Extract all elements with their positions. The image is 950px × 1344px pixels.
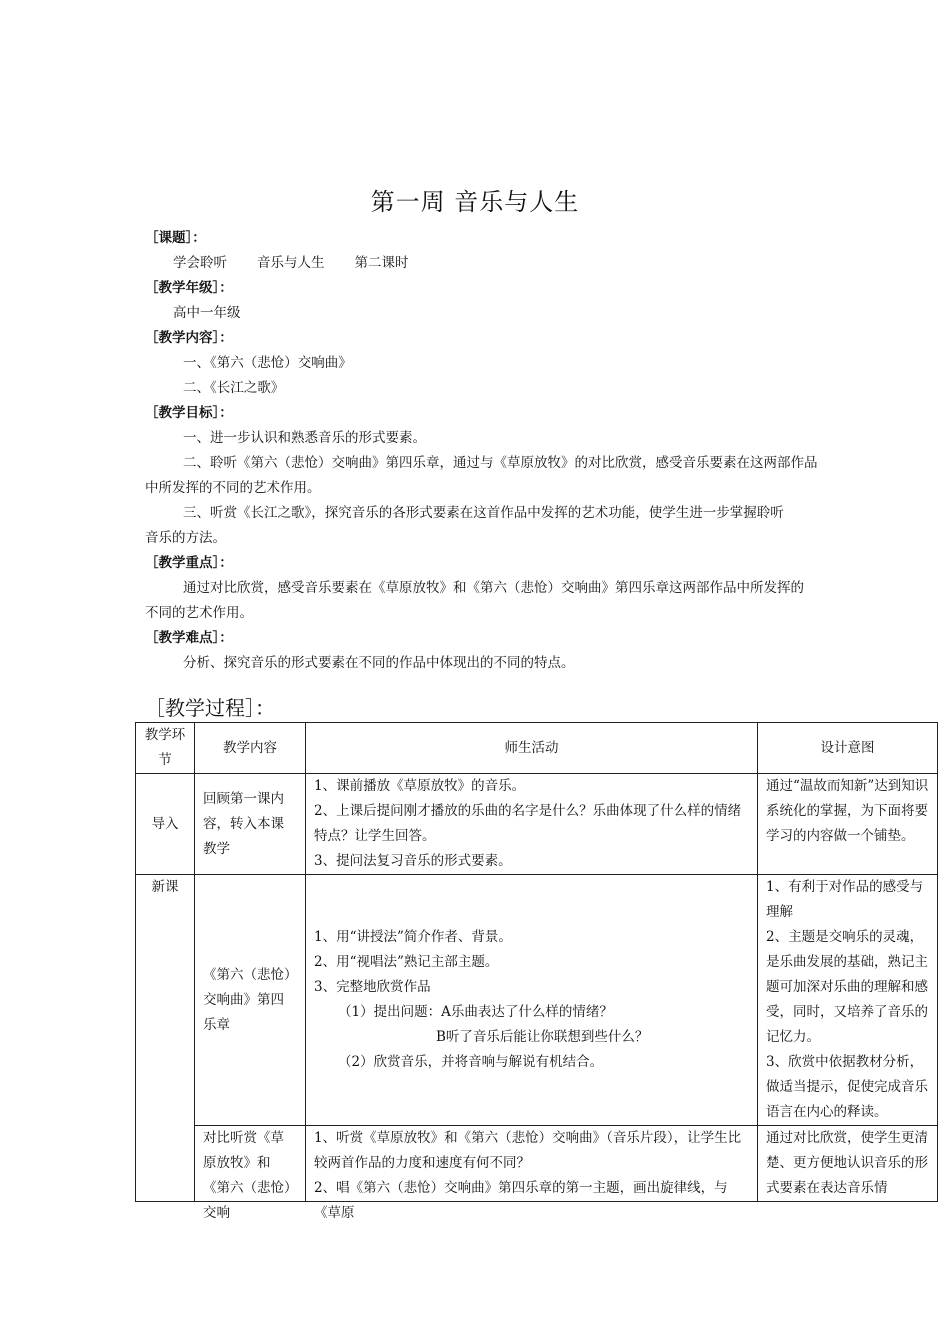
difficulty-text: 分析、探究音乐的形式要素在不同的作品中体现出的不同的特点。 bbox=[183, 655, 575, 671]
activity-line: B听了音乐后能让你联想到些什么？ bbox=[436, 1029, 649, 1045]
header-stage: 教学环节 bbox=[136, 723, 195, 774]
activity-line: （2）欣赏音乐，并将音响与解说有机结合。 bbox=[338, 1054, 604, 1070]
goal-line: 二、聆听《第六（悲怆）交响曲》第四乐章，通过与《草原放牧》的对比欣赏，感受音乐要素在这两部作品 bbox=[183, 455, 818, 471]
topic-part: 第二课时 bbox=[354, 255, 409, 271]
header-activities: 师生活动 bbox=[306, 723, 758, 774]
intent-line: 2、主题是交响乐的灵魂，是乐曲发展的基础，熟记主题可加深对乐曲的理解和感受，同时，又培养了音乐的记忆力。 bbox=[766, 929, 928, 1045]
stage-cell: 新课 bbox=[136, 875, 195, 1202]
content-heading: ［教学内容］： bbox=[145, 330, 233, 346]
activities-cell bbox=[306, 875, 758, 1126]
content-text: 对比听赏《草原放牧》和《第六（悲怆）交响 bbox=[203, 1130, 291, 1221]
goal-line: 一、进一步认识和熟悉音乐的形式要素。 bbox=[183, 430, 426, 446]
key-line: 通过对比欣赏，感受音乐要素在《草原放牧》和《第六（悲怆）交响曲》第四乐章这两部作品中所发挥的 bbox=[183, 580, 804, 596]
activities-cell bbox=[306, 774, 758, 875]
activity-line: 1、听赏《草原放牧》和《第六（悲怆）交响曲》（音乐片段），让学生比较两首作品的力度和速度有何不同？ bbox=[314, 1130, 742, 1171]
content-cell: 《第六（悲怆）交响曲》第四乐章 bbox=[195, 875, 306, 1126]
topic-part: 学会聆听 bbox=[173, 255, 227, 271]
activities-wrap bbox=[314, 1126, 749, 1221]
topic-heading: ［课题］： bbox=[145, 230, 206, 246]
content-cell: 回顾第一课内容，转入本课教学 bbox=[195, 774, 306, 875]
intent-cell bbox=[758, 875, 938, 1126]
process-heading: ［教学过程］： bbox=[145, 696, 275, 720]
intent-text: 通过对比欣赏，使学生更清楚、更方便地认识音乐的形式要素在表达音乐情 bbox=[766, 1130, 928, 1196]
process-table bbox=[135, 722, 938, 1221]
content-cell bbox=[195, 1126, 306, 1221]
content-item: 二、《长江之歌》 bbox=[183, 380, 285, 396]
grade-text: 高中一年级 bbox=[173, 305, 241, 321]
goal-line: 三、听赏《长江之歌》，探究音乐的各形式要素在这首作品中发挥的艺术功能，使学生进一步掌握聆听 bbox=[183, 505, 784, 521]
activity-line: 2、用“视唱法”熟记主部主题。 bbox=[314, 954, 499, 970]
goal-line: 中所发挥的不同的艺术作用。 bbox=[145, 480, 321, 496]
intent-line: 3、欣赏中依据教材分析，做适当提示，促使完成音乐语言在内心的释读。 bbox=[766, 1054, 928, 1120]
topic-part: 音乐与人生 bbox=[257, 255, 325, 271]
topic-line bbox=[145, 251, 810, 276]
goal-line: 音乐的方法。 bbox=[145, 530, 226, 546]
difficulty-heading: ［教学难点］： bbox=[145, 630, 233, 646]
activities-cell bbox=[306, 1126, 758, 1221]
goals-heading: ［教学目标］： bbox=[145, 405, 233, 421]
lesson-info bbox=[145, 226, 818, 676]
activity-line: 2、唱《第六（悲怆）交响曲》第四乐章的第一主题，画出旋律线，与《草原 bbox=[314, 1180, 728, 1221]
intent-cell bbox=[758, 1126, 938, 1202]
activity-line: 2、上课后提问刚才播放的乐曲的名字是什么？乐曲体现了什么样的情绪特点？让学生回答。 bbox=[314, 803, 742, 844]
table-row bbox=[136, 875, 938, 1126]
intent-line: 1、有利于对作品的感受与理解 bbox=[766, 879, 924, 920]
table-row bbox=[136, 1126, 938, 1202]
table-header-row bbox=[136, 723, 938, 774]
intent-cell: 通过“温故而知新”达到知识系统化的掌握，为下面将要学习的内容做一个铺垫。 bbox=[758, 774, 938, 875]
key-heading: ［教学重点］： bbox=[145, 555, 233, 571]
table-row bbox=[136, 774, 938, 875]
header-content: 教学内容 bbox=[195, 723, 306, 774]
key-line: 不同的艺术作用。 bbox=[145, 605, 253, 621]
page-title: 第一周 音乐与人生 bbox=[370, 188, 580, 216]
activity-line: 1、用“讲授法”简介作者、背景。 bbox=[314, 929, 512, 945]
content-item: 一、《第六（悲怆）交响曲》 bbox=[183, 355, 352, 371]
activity-line: 3、完整地欣赏作品 bbox=[314, 979, 431, 995]
grade-heading: ［教学年级］： bbox=[145, 280, 233, 296]
activity-line: 3、提问法复习音乐的形式要素。 bbox=[314, 853, 512, 869]
header-intent: 设计意图 bbox=[758, 723, 938, 774]
activity-line: （1）提出问题：A乐曲表达了什么样的情绪？ bbox=[338, 1004, 613, 1020]
activity-line: 1、课前播放《草原放牧》的音乐。 bbox=[314, 778, 526, 794]
stage-cell: 导入 bbox=[136, 774, 195, 875]
